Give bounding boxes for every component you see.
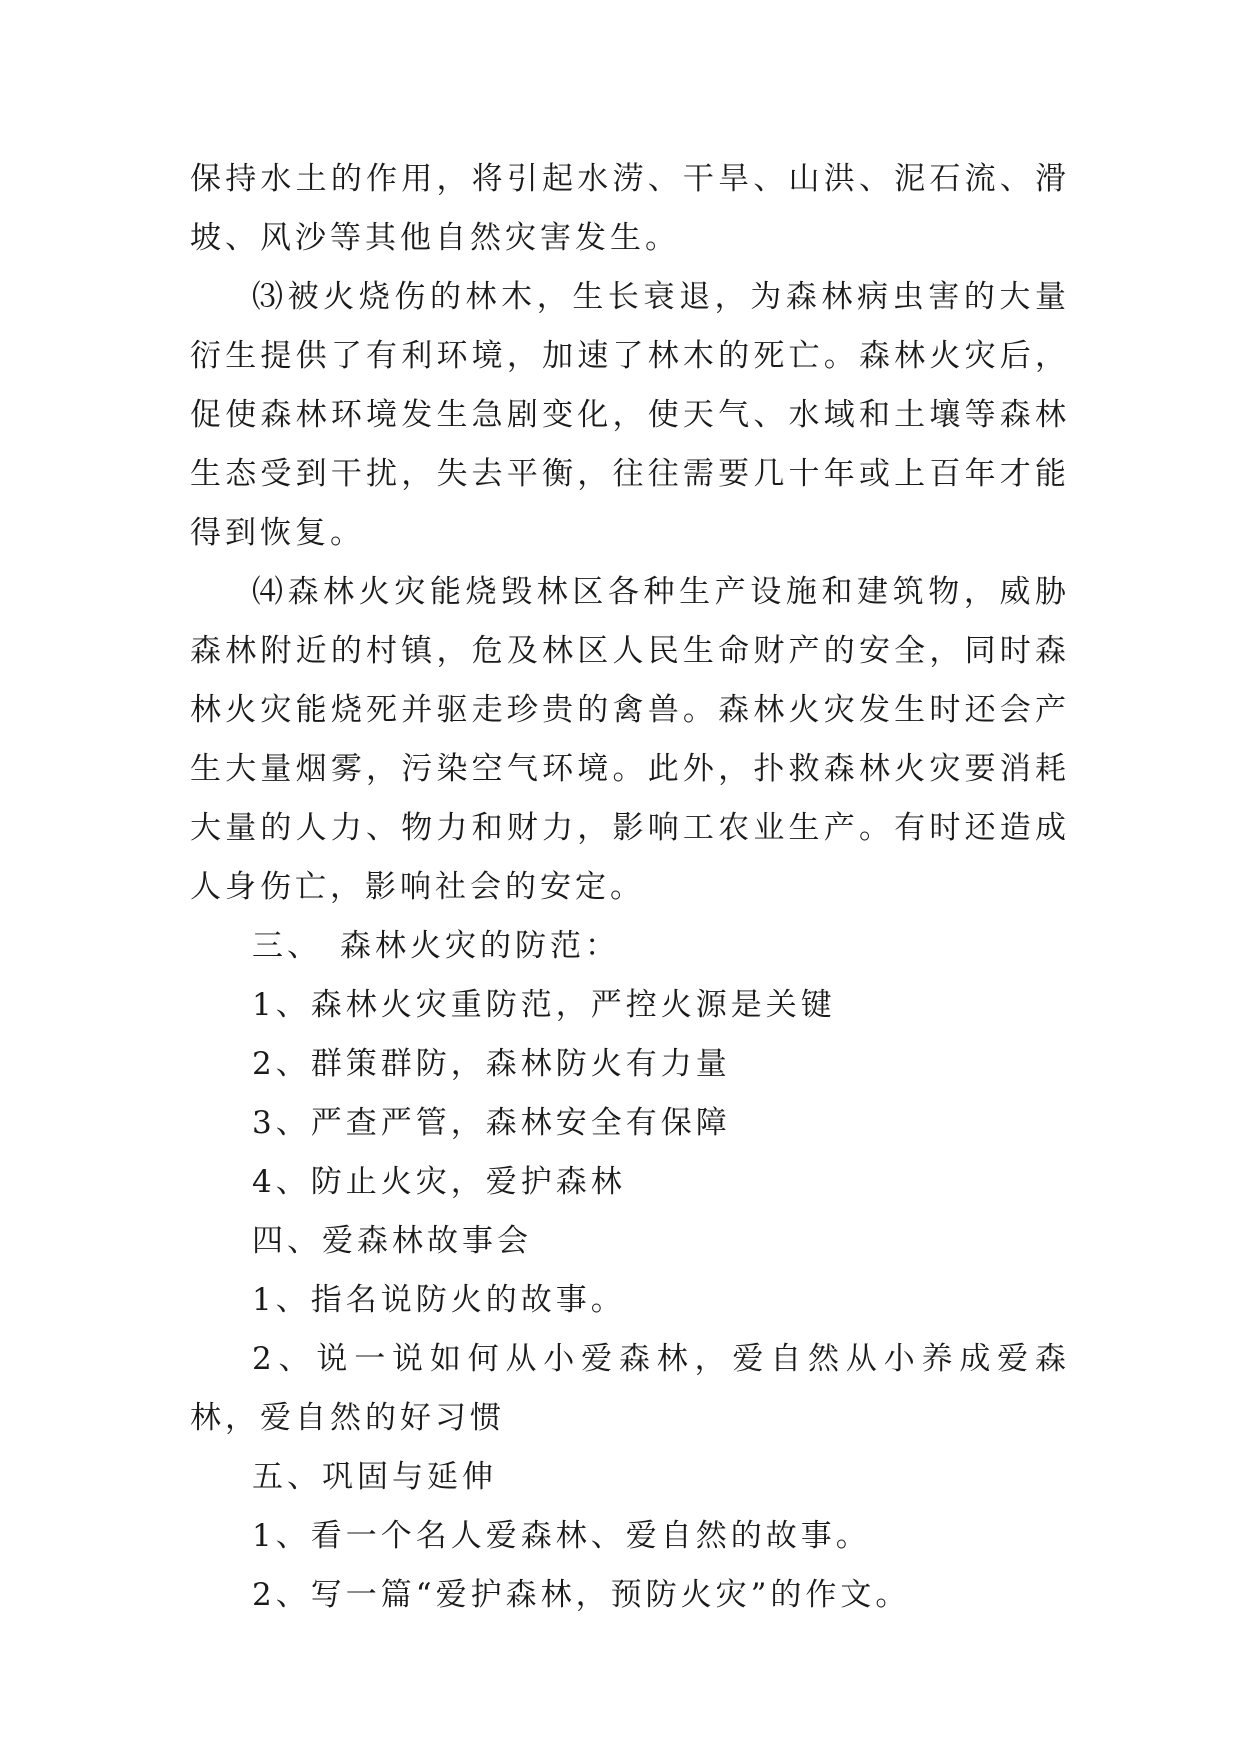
- section-3-number: 三、: [252, 928, 322, 964]
- section-5-item-1: 1、看一个名人爱森林、爱自然的故事。: [252, 1518, 871, 1554]
- paragraph-continuation: 保持水土的作用，将引起水涝、干旱、山洪、泥石流、滑坡、风沙等其他自然灾害发生。: [190, 161, 1070, 256]
- paragraph-item-3: ⑶被火烧伤的林木，生长衰退，为森林病虫害的大量衍生提供了有利环境，加速了林木的死亡。森林火灾后，促使森林环境发生急剧变化，使天气、水域和土壤等森林生态受到干扰，失去平衡，往往需要几十年或上百年才能得到恢复。: [190, 279, 1070, 551]
- section-3-item-3: 3、严查严管，森林安全有保障: [252, 1105, 731, 1141]
- section-3-heading: [190, 917, 1070, 976]
- section-4-heading: 四、爱森林故事会: [252, 1223, 532, 1259]
- section-3-title: 森林火灾的防范：: [340, 928, 620, 964]
- section-4-item-1: 1、指名说防火的故事。: [252, 1282, 626, 1318]
- section-5-item-2: 2、写一篇“爱护森林，预防火灾”的作文。: [252, 1577, 911, 1613]
- section-3-item-1: 1、森林火灾重防范，严控火源是关键: [252, 987, 836, 1023]
- document-body: [190, 150, 1070, 1625]
- section-3-item-2: 2、群策群防，森林防火有力量: [252, 1046, 731, 1082]
- section-5-heading: 五、巩固与延伸: [252, 1459, 497, 1495]
- section-3-item-4: 4、防止火灾，爱护森林: [252, 1164, 626, 1200]
- paragraph-item-4: ⑷森林火灾能烧毁林区各种生产设施和建筑物，威胁森林附近的村镇，危及林区人民生命财产的安全，同时森林火灾能烧死并驱走珍贵的禽兽。森林火灾发生时还会产生大量烟雾，污染空气环境。此外，扑救森林火灾要消耗大量的人力、物力和财力，影响工农业生产。有时还造成人身伤亡，影响社会的安定。: [190, 574, 1070, 905]
- section-4-item-2: 2、说一说如何从小爱森林，爱自然从小养成爱森林，爱自然的好习惯: [190, 1341, 1070, 1436]
